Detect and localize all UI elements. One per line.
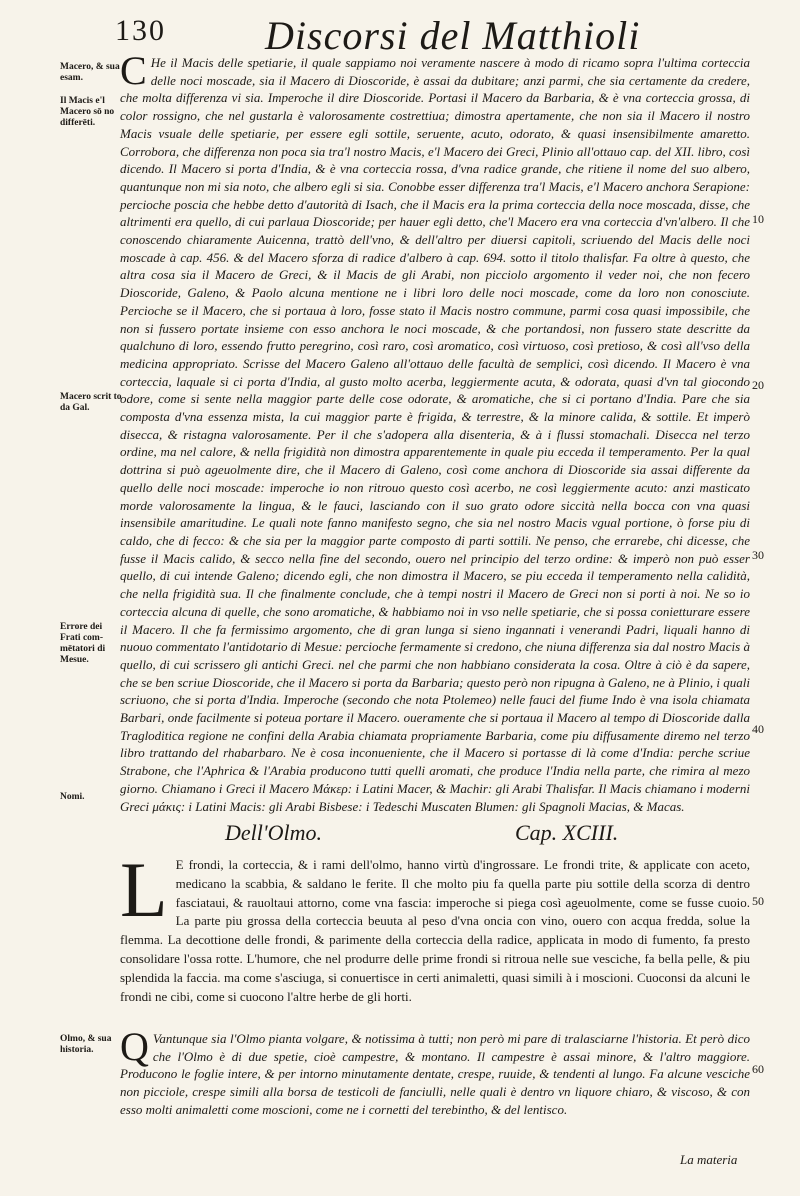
section-heading xyxy=(225,820,665,848)
paragraph-text: E frondi, la corteccia, & i rami dell'olmo, hanno virtù d'ingrossare. Le frondi trite, & applicate con aceto, medicano la scabbia, & saldano le ferite. Il che molto piu fa quella parte piu sottile della scorza di dentro fasciataui, & rauoltaui attorno, come vna fascia: imperoche si piega così ageuolmente, come se fusse cuoio. La parte piu grossa della corteccia beuuta al peso d'vna oncia con vino, ouero con acqua fredda, solue la flemma. La decottione delle frondi, & parimente della corteccia della radice, applicata in modo di fumento, fa presto consolidare l'ossa rotte. L'humore, che nel produrre delle prime frondi si ritroua nelle sue vesciche, fa bella pelle, & piu splendida la faccia. ma come s'asciuga, si conuertisce in certi animaletti, quasi simili à i moscioni. Cuoconsi da alcuni le frondi ne cibi, come si cuocono l'altre herbe de gli horti. xyxy=(120,857,750,1004)
macis-commentary xyxy=(120,48,750,815)
drop-cap: C xyxy=(120,48,147,93)
olmo-commentary xyxy=(120,1024,750,1119)
line-number: 50 xyxy=(752,894,764,908)
paragraph-text: Vantunque sia l'Olmo pianta volgare, & notissima à tutti; non però mi pare di tralasciarne l'historia. Et però dico che l'Olmo è di due spetie, cioè campestre, & montano. Il campestre è assai minore, & l'altro maggiore. Producono le foglie intere, & per intorno minutamente dentate, crespe, ruuide, & tendenti al lungo. Fa alcune vesciche non picciole, crespe simili alla borsa de testicoli de fanciulli, nelle quali è dentro vn liquore chiaro, & viscoso, & con esso molti animaletti come moscioni, come ne i cornetti del terebintho, & del lentisco. xyxy=(120,1031,750,1117)
margin-note: Il Macis e'l Macero sō no differēti. xyxy=(60,96,115,128)
line-number: 40 xyxy=(752,722,764,736)
catchword: La materia xyxy=(680,1152,738,1167)
line-number: 20 xyxy=(752,378,764,392)
section-title: Dell'Olmo. xyxy=(225,820,322,845)
drop-cap: L xyxy=(120,846,168,933)
drop-cap: Q xyxy=(120,1024,149,1069)
line-number: 60 xyxy=(752,1062,764,1076)
margin-note: Nomi. xyxy=(60,792,85,802)
paragraph-text: He il Macis delle spetiarie, il quale sappiamo noi veramente nascere à modo di ricamo sopra l'ultima corteccia delle noci moscade, sia il Macero di Dioscoride, è assai da dubitare; anzi parmi, che sia certamente da credere, che molta differenza vi sia. Imperoche il dire Dioscoride. Portasi il Macero da Barbaria, & è vna corteccia grossa, di color rossigno, che nel gustarla è valorosamente costrettiua; dimostra apertamente, che non sia il Macero il nostro Macis vsuale delle spetiarie, per essere egli sottile, seruente, acuto, odorato, & quasi insensibilmente amaretto. Corrobora, che differenza non poca sia tra'l nostro Macis, e'l Macero dei Greci, Plinio all'ottauo cap. del XII. libro, così dicendo. Il Macero si porta d'India, & è vna corteccia rossa, d'vna radice grande, che ritiene il nome del suo albero, quantunque non mi sia noto, che albero egli si sia. Conobbe esser differenza tra'l Macis, e'l Macero anchora Serapione: percioche poscia che hebbe detto d'autorità di Isach, che il Macis era la prima corteccia della noce moscada, disse, che altrimenti era quello, di cui parlaua Dioscoride; per hauer egli detto, che'l Macero era vna corteccia d'vn'albero. Il che conoscendo chiaramente Auicenna, trattò dell'vno, & dell'altro per diuersi capitoli, scriuendo del Macis delle noci moscade à cap. 456. & del Macero sforza di radice d'albero à cap. 694. sotto il titolo thalisfar. Fa oltre à questo, che altra cosa sia il Macero de Greci, & il Macis de gli Arabi, non picciolo argomento il veder noi, che non fecero Dioscoride, Galeno, & Paolo alcuna mentione ne i libri loro delle noci moscade, come da loro non conosciute. Percioche se il Macero, che si portaua à loro, fosse stato il Macis nostro commune, parmi cosa quasi impossibile, che non si fussero portate insieme con esso anchora le noci moscade, & che portandosi, non fussero state descritte da qualchuno di loro, essendo frutto peregrino, così raro, così aromatico, così virtuoso, così pretioso, & così all'vso della medicina appropriato. Scrisse del Macero Galeno all'ottauo delle facultà de semplici, così dicendo. Il Macero è vna corteccia, laquale si ci porta d'India, al gusto molto acerba, leggiermente acuta, & odorata, quasi d'vn tal giocondo odore, come si sente nella maggior parte delle cose odorate, & aromatiche, che si ci portano d'India. Pare che sia composta d'vna essenza mista, la cui maggior parte è frigida, & terrestre, & la minore calida, & sottile. Et imperò disecca, & ristagna valorosamente. Per il che s'adopera alla disenteria, & à i flussi stomachali. Disecca nel terzo ordine, ma nel calore, & nella frigidità non dimostra apparentemente in quale piu ecceda il temperamento. Per la qual dottrina si può ageuolmente dire, che il Macero di Galeno, così come anchora di Dioscoride sia assai differente da quello delle noci moscade: imperoche io non ritrouo questo così acerbo, ne così leggiermente acuto: anzi masticato morde valorosamente la lingua, & le fauci, lasciando con il suo grato odore siccità nella bocca con vna quasi insensibile amaritudine. Le quali note fanno manifesto segno, che sia nel nostro Macis vgual portione, ò forse piu di caldo, che di fecco: & che sia per la maggior parte composto di parti sottili. Ne penso, che errarebe, chi dicesse, che fusse il Macis calido, & secco nella fine del secondo, ouero nel principio del terzo ordine: & imperò non può esser quello, di cui intende Galeno; dicendo egli, che non dimostra il Macero, se piu ecceda il temperamento nella calidità, che nella frigidità sua. Il che finalmente conclude, che à tempi nostri il Macero de Greci non si porti à noi. Ne so io corteccia alcuna di quelle, che sono aromatiche, & habbiamo noi in vso nelle spetiarie, che si possa conietturare essere il Macero. Il che fa fermissimo argomento, che di gran lunga si sieno ingannati i venerandi Padri, liquali hanno di nuouo commentato l'antidotario di Mesue: percioche fermamente si credono, che niuna differenza sia dal nostro Macis à quello, di cui scrissero gli antichi Greci. nel che parmi che non habbiano considerata la cosa. Oltre à ciò è da sapere, che se ben scriue Dioscoride, che il Macero si porta da Barbaria; questo però non ripugna à Galeno, ne à Plinio, i quali scriuono, che si porta d'India. Imperoche (secondo che nota Ptolemeo) nelle fauci del fiume Indo è vna isola chiamata Barbari, onde facilmente si poteua portare il Macero. oueramente che si portaua il Macero al tempo di Dioscoride dalla Tragloditica regione ne confini della Arabia chiamata propriamente Barbaria, come piu diffusamente diremo nel terzo libro trattando del rhabarbaro. Ne è cosa inconueniente, che il Macero si portasse di là come d'India: perche scriue Strabone, che l'Aphrica & l'Arabia producono tutti quelli aromati, che produce l'India nella parte, che rimira al mezo giorno. Chiamano i Greci il Macero Μάκερ: i Latini Macer, & Machir: gli Arabi Thalisfar. Il Macis chiamano i moderni Greci μάκις: i Latini Macis: gli Arabi Bisbese: i Tedeschi Muscaten Blumen: gli Spagnoli Macias, & Macas. xyxy=(120,55,750,814)
margin-note: Errore dei Frati com- mētatori di Mesue. xyxy=(60,622,106,665)
page-number: 130 xyxy=(115,14,166,47)
margin-note: Olmo, & sua historia. xyxy=(60,1034,112,1055)
chapter-number: Cap. XCIII. xyxy=(515,820,619,845)
running-title: Discorsi del Matthioli xyxy=(265,13,641,58)
line-number: 10 xyxy=(752,212,764,226)
margin-note: Macero scrit to da Gal. xyxy=(60,392,122,413)
margin-note: Macero, & sua esam. xyxy=(60,62,120,83)
line-number: 30 xyxy=(752,548,764,562)
olmo-dioscorides-text xyxy=(120,846,750,1006)
